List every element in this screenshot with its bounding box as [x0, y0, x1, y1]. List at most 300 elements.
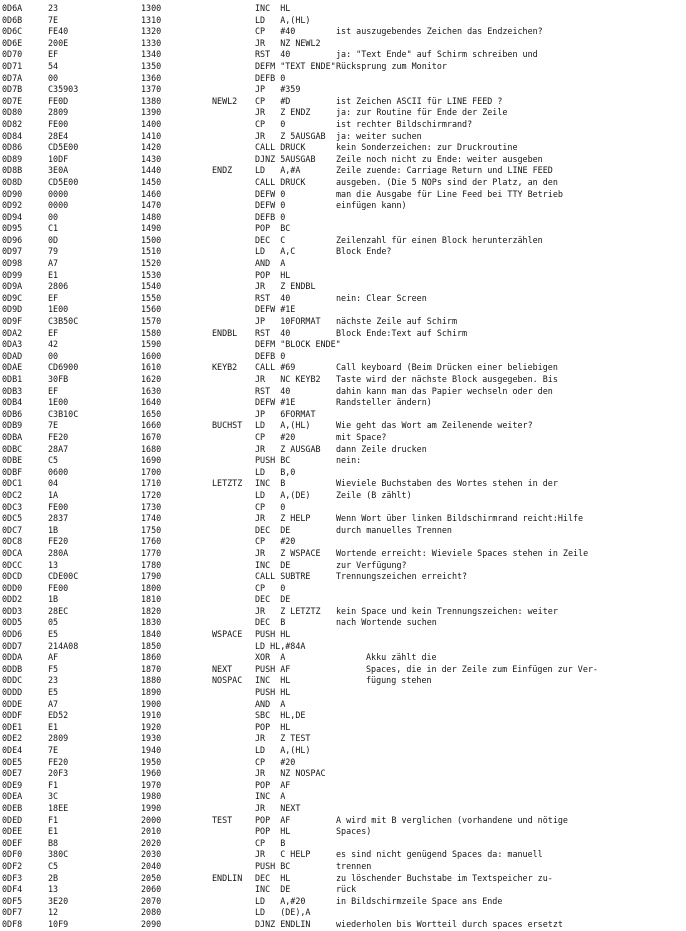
line-number-cell: 1870: [141, 663, 162, 674]
address-cell: 0DED: [2, 814, 23, 825]
opcode-cell: 280A: [48, 547, 69, 558]
label-cell: ENDZ: [212, 165, 233, 176]
comment-cell: Rücksprung zum Monitor: [336, 60, 447, 71]
opcode-cell: FE0D: [48, 95, 69, 106]
opcode-cell: 23: [48, 675, 59, 686]
opcode-cell: 2809: [48, 107, 69, 118]
comment-cell: Wieviele Buchstaben des Wortes stehen in der: [336, 478, 558, 489]
instruction-cell: INC HL: [255, 3, 291, 13]
instruction-cell: JR Z ENDBL: [255, 281, 316, 292]
address-cell: 0DF3: [2, 872, 23, 883]
instruction-cell: XOR A: [255, 652, 286, 663]
listing-row: [0, 733, 686, 745]
opcode-cell: E1: [48, 269, 59, 280]
listing-row: [0, 165, 686, 177]
opcode-cell: B8: [48, 837, 59, 848]
opcode-cell: 0600: [48, 466, 69, 477]
listing-row: [0, 710, 686, 722]
address-cell: 0D6C: [2, 26, 23, 37]
opcode-cell: FE20: [48, 536, 69, 547]
instruction-cell: PUSH HL: [255, 687, 291, 698]
line-number-cell: 1350: [141, 60, 162, 71]
comment-cell: Wie geht das Wort am Zeilenende weiter?: [336, 420, 533, 431]
opcode-cell: 0D: [48, 234, 59, 245]
comment-cell: rück: [336, 884, 357, 895]
assembler-listing: [0, 3, 686, 931]
comment-cell: ist Zeichen ASCII für LINE FEED ?: [336, 95, 503, 106]
address-cell: 0DF7: [2, 907, 23, 918]
line-number-cell: 1850: [141, 640, 162, 651]
instruction-cell: DEFM "BLOCK ENDE": [255, 339, 341, 350]
address-cell: 0DDF: [2, 710, 23, 721]
comment-cell: kein Space und kein Trennungszeichen: weiter: [336, 605, 558, 616]
line-number-cell: 1880: [141, 675, 162, 686]
opcode-cell: 2B: [48, 872, 59, 883]
address-cell: 0D7E: [2, 95, 23, 106]
instruction-cell: LD A,(HL): [255, 420, 311, 431]
instruction-cell: INC A: [255, 791, 286, 802]
address-cell: 0DBF: [2, 466, 23, 477]
instruction-cell: DEC C: [255, 234, 286, 245]
instruction-cell: DEC HL: [255, 872, 291, 883]
opcode-cell: C3B10C: [48, 408, 79, 419]
comment-cell: kein Sonderzeichen: zur Druckroutine: [336, 142, 518, 153]
listing-row: [0, 490, 686, 502]
line-number-cell: 1840: [141, 629, 162, 640]
line-number-cell: 1360: [141, 72, 162, 83]
listing-row: [0, 583, 686, 595]
listing-row: [0, 919, 686, 931]
comment-cell: Spaces): [336, 826, 372, 837]
line-number-cell: 1620: [141, 374, 162, 384]
comment-cell: Call keyboard (Beim Drücken einer beliebigen: [336, 362, 558, 373]
instruction-cell: CALL DRUCK: [255, 142, 306, 153]
line-number-cell: 1780: [141, 559, 162, 570]
opcode-cell: CD5E00: [48, 176, 79, 187]
opcode-cell: AF: [48, 652, 59, 663]
line-number-cell: 1910: [141, 710, 162, 721]
line-number-cell: 1430: [141, 153, 162, 164]
opcode-cell: EF: [48, 49, 59, 60]
instruction-cell: LD HL,#84A: [255, 640, 306, 651]
line-number-cell: 1560: [141, 304, 162, 315]
line-number-cell: 1990: [141, 802, 162, 813]
instruction-cell: LD A,(HL): [255, 14, 311, 25]
listing-row: [0, 664, 686, 676]
instruction-cell: JR NEXT: [255, 802, 301, 813]
comment-cell: Trennungszeichen erreicht?: [336, 571, 468, 582]
listing-row: [0, 26, 686, 38]
comment-cell: durch manuelles Trennen: [336, 524, 452, 535]
listing-row: [0, 189, 686, 201]
address-cell: 0DA3: [2, 339, 23, 350]
opcode-cell: 00: [48, 211, 59, 222]
comment-cell: A wird mit B verglichen (vorhandene und nötige: [336, 814, 568, 825]
line-number-cell: 1490: [141, 223, 162, 234]
opcode-cell: 2837: [48, 513, 69, 524]
instruction-cell: CP #20: [255, 536, 296, 547]
listing-row: [0, 641, 686, 653]
line-number-cell: 1930: [141, 733, 162, 744]
instruction-cell: CP #20: [255, 756, 296, 767]
address-cell: 0D9A: [2, 281, 23, 292]
comment-cell: nächste Zeile auf Schirm: [336, 316, 458, 327]
address-cell: 0DBA: [2, 431, 23, 442]
line-number-cell: 1470: [141, 200, 162, 211]
listing-row: [0, 386, 686, 398]
address-cell: 0DD5: [2, 617, 23, 628]
line-number-cell: 1460: [141, 188, 162, 199]
address-cell: 0DAD: [2, 350, 23, 361]
listing-row: [0, 467, 686, 479]
opcode-cell: 28A7: [48, 443, 69, 454]
line-number-cell: 1410: [141, 130, 162, 141]
address-cell: 0DD2: [2, 594, 23, 605]
instruction-cell: CP 0: [255, 501, 286, 512]
address-cell: 0DD7: [2, 640, 23, 651]
line-number-cell: 1670: [141, 431, 162, 442]
instruction-cell: INC B: [255, 478, 286, 489]
listing-row: [0, 699, 686, 711]
instruction-cell: DEFW 0: [255, 188, 286, 199]
opcode-cell: 2806: [48, 281, 69, 292]
opcode-cell: FE20: [48, 431, 69, 442]
listing-row: [0, 478, 686, 490]
comment-cell: Zeilenzahl für einen Block herunterzählen: [336, 234, 543, 245]
label-cell: BUCHST: [212, 420, 243, 431]
listing-row: [0, 212, 686, 224]
listing-row: [0, 119, 686, 131]
listing-row: [0, 339, 686, 351]
listing-row: [0, 548, 686, 560]
address-cell: 0DC3: [2, 501, 23, 512]
instruction-cell: DEC DE: [255, 594, 291, 605]
instruction-cell: LD A,(DE): [255, 489, 311, 500]
address-cell: 0D90: [2, 188, 23, 199]
opcode-cell: 28EC: [48, 605, 69, 616]
listing-row: [0, 745, 686, 757]
instruction-cell: JR Z AUSGAB: [255, 443, 321, 454]
line-number-cell: 2040: [141, 860, 162, 871]
opcode-cell: A7: [48, 698, 59, 709]
line-number-cell: 2090: [141, 918, 162, 929]
address-cell: 0DD6: [2, 629, 23, 640]
comment-cell: ist auszugebendes Zeichen das Endzeichen?: [336, 26, 543, 37]
line-number-cell: 1690: [141, 455, 162, 466]
listing-row: [0, 502, 686, 514]
opcode-cell: 79: [48, 246, 59, 257]
line-number-cell: 1740: [141, 513, 162, 524]
opcode-cell: 3C: [48, 791, 59, 802]
comment-cell: Randsteller ändern): [336, 397, 432, 408]
opcode-cell: 3E20: [48, 895, 69, 906]
opcode-cell: 30FB: [48, 374, 69, 384]
comment-cell: Taste wird der nächste Block ausgegeben. Bis: [336, 374, 558, 384]
listing-row: [0, 142, 686, 154]
opcode-cell: 18EE: [48, 802, 69, 813]
instruction-cell: JP #359: [255, 84, 301, 95]
address-cell: 0DE2: [2, 733, 23, 744]
line-number-cell: 1320: [141, 26, 162, 37]
address-cell: 0DF5: [2, 895, 23, 906]
line-number-cell: 2080: [141, 907, 162, 918]
line-number-cell: 1960: [141, 768, 162, 779]
line-number-cell: 1830: [141, 617, 162, 628]
listing-row: [0, 560, 686, 572]
opcode-cell: C35903: [48, 84, 79, 95]
instruction-cell: POP HL: [255, 826, 291, 837]
line-number-cell: 2050: [141, 872, 162, 883]
listing-row: [0, 3, 686, 15]
comment-cell: ausgeben. (Die 5 NOPs sind der Platz, an den: [336, 176, 558, 187]
opcode-cell: 7E: [48, 745, 59, 755]
listing-row: [0, 907, 686, 919]
address-cell: 0DD0: [2, 582, 23, 593]
line-number-cell: 1720: [141, 489, 162, 500]
address-cell: 0DE4: [2, 745, 23, 755]
listing-row: [0, 722, 686, 734]
opcode-cell: F1: [48, 779, 59, 790]
label-cell: NEXT: [212, 663, 233, 674]
address-cell: 0D70: [2, 49, 23, 60]
line-number-cell: 1630: [141, 385, 162, 396]
address-cell: 0DDA: [2, 652, 23, 663]
address-cell: 0D7B: [2, 84, 23, 95]
opcode-cell: C5: [48, 455, 59, 466]
address-cell: 0DF8: [2, 918, 23, 929]
opcode-cell: FE00: [48, 118, 69, 129]
line-number-cell: 1340: [141, 49, 162, 60]
opcode-cell: 1E00: [48, 304, 69, 315]
listing-row: [0, 884, 686, 896]
instruction-cell: JR C HELP: [255, 849, 311, 860]
instruction-cell: RST 40: [255, 292, 291, 303]
instruction-cell: DEFB 0: [255, 211, 286, 222]
label-cell: ENDLIN: [212, 872, 243, 883]
opcode-cell: 28E4: [48, 130, 69, 141]
listing-row: [0, 849, 686, 861]
instruction-cell: JR NZ NOSPAC: [255, 768, 326, 779]
opcode-cell: 380C: [48, 849, 69, 860]
listing-row: [0, 791, 686, 803]
opcode-cell: C5: [48, 860, 59, 871]
listing-row: [0, 15, 686, 27]
listing-row: [0, 96, 686, 108]
label-cell: WSPACE: [212, 629, 243, 640]
comment-cell: es sind nicht genügend Spaces da: manuell: [336, 849, 543, 860]
listing-row: [0, 351, 686, 363]
address-cell: 0DE9: [2, 779, 23, 790]
line-number-cell: 1610: [141, 362, 162, 373]
listing-row: [0, 594, 686, 606]
instruction-cell: JR Z HELP: [255, 513, 311, 524]
line-number-cell: 2030: [141, 849, 162, 860]
instruction-cell: LD A,#A: [255, 165, 301, 176]
listing-row: [0, 803, 686, 815]
instruction-cell: CP #20: [255, 431, 296, 442]
opcode-cell: 10F9: [48, 918, 69, 929]
listing-row: [0, 177, 686, 189]
address-cell: 0DEA: [2, 791, 23, 802]
line-number-cell: 1550: [141, 292, 162, 303]
opcode-cell: CDE00C: [48, 571, 79, 582]
line-number-cell: 1820: [141, 605, 162, 616]
line-number-cell: 1790: [141, 571, 162, 582]
instruction-cell: LD A,C: [255, 246, 296, 257]
listing-row: [0, 606, 686, 618]
address-cell: 0DCC: [2, 559, 23, 570]
opcode-cell: 54: [48, 60, 59, 71]
listing-row: [0, 652, 686, 664]
line-number-cell: 1440: [141, 165, 162, 176]
address-cell: 0DB1: [2, 374, 23, 384]
comment-cell: zur Verfügung?: [336, 559, 407, 570]
line-number-cell: 1900: [141, 698, 162, 709]
address-cell: 0D6B: [2, 14, 23, 25]
listing-row: [0, 675, 686, 687]
line-number-cell: 1480: [141, 211, 162, 222]
opcode-cell: 3E0A: [48, 165, 69, 176]
address-cell: 0DDB: [2, 663, 23, 674]
listing-row: [0, 873, 686, 885]
line-number-cell: 1710: [141, 478, 162, 489]
listing-row: [0, 328, 686, 340]
line-number-cell: 1510: [141, 246, 162, 257]
address-cell: 0DAE: [2, 362, 23, 373]
comment-cell: nein:: [336, 455, 362, 466]
comment-cell: ja: "Text Ende" auf Schirm schreiben und: [336, 49, 538, 60]
address-cell: 0D82: [2, 118, 23, 129]
instruction-cell: DEFW #1E: [255, 304, 296, 315]
opcode-cell: C1: [48, 223, 59, 234]
instruction-cell: LD A,#20: [255, 895, 306, 906]
line-number-cell: 1770: [141, 547, 162, 558]
address-cell: 0D94: [2, 211, 23, 222]
opcode-cell: E1: [48, 721, 59, 732]
instruction-cell: JR NC KEYB2: [255, 374, 321, 384]
line-number-cell: 1890: [141, 687, 162, 698]
instruction-cell: PUSH HL: [255, 629, 291, 640]
opcode-cell: 200E: [48, 37, 69, 48]
instruction-cell: POP BC: [255, 223, 291, 234]
address-cell: 0D95: [2, 223, 23, 234]
instruction-cell: POP AF: [255, 814, 291, 825]
line-number-cell: 1800: [141, 582, 162, 593]
listing-row: [0, 84, 686, 96]
line-number-cell: 1450: [141, 176, 162, 187]
instruction-cell: CP B: [255, 837, 286, 848]
line-number-cell: 1940: [141, 745, 162, 755]
opcode-cell: 00: [48, 72, 59, 83]
address-cell: 0DEE: [2, 826, 23, 837]
comment-cell: Block Ende:Text auf Schirm: [336, 327, 468, 338]
opcode-cell: 10DF: [48, 153, 69, 164]
address-cell: 0D80: [2, 107, 23, 118]
opcode-cell: 12: [48, 907, 59, 918]
listing-row: [0, 896, 686, 908]
address-cell: 0D8D: [2, 176, 23, 187]
opcode-cell: FE20: [48, 756, 69, 767]
instruction-cell: JR Z WSPACE: [255, 547, 321, 558]
instruction-cell: DEC B: [255, 617, 286, 628]
opcode-cell: ED52: [48, 710, 69, 721]
opcode-cell: E1: [48, 826, 59, 837]
instruction-cell: CP #40: [255, 26, 296, 37]
listing-row: [0, 73, 686, 85]
label-cell: NEWL2: [212, 95, 238, 106]
listing-row: [0, 780, 686, 792]
comment-cell: dahin kann man das Papier wechseln oder den: [336, 385, 553, 396]
comment-cell: ja: weiter suchen: [336, 130, 422, 141]
line-number-cell: 1310: [141, 14, 162, 25]
address-cell: 0DC5: [2, 513, 23, 524]
address-cell: 0DF0: [2, 849, 23, 860]
instruction-cell: DEC DE: [255, 524, 291, 535]
line-number-cell: 1540: [141, 281, 162, 292]
listing-row: [0, 861, 686, 873]
line-number-cell: 1970: [141, 779, 162, 790]
line-number-cell: 1660: [141, 420, 162, 431]
listing-row: [0, 420, 686, 432]
line-number-cell: 1860: [141, 652, 162, 663]
address-cell: 0D7A: [2, 72, 23, 83]
instruction-cell: DEFW 0: [255, 200, 286, 211]
listing-row: [0, 235, 686, 247]
listing-row: [0, 223, 686, 235]
address-cell: 0D8B: [2, 165, 23, 176]
opcode-cell: F1: [48, 814, 59, 825]
instruction-cell: LD (DE),A: [255, 907, 311, 918]
address-cell: 0D71: [2, 60, 23, 71]
line-number-cell: 1650: [141, 408, 162, 419]
address-cell: 0DF4: [2, 884, 23, 895]
instruction-cell: LD B,0: [255, 466, 296, 477]
opcode-cell: 00: [48, 350, 59, 361]
line-number-cell: 1950: [141, 756, 162, 767]
listing-row: [0, 629, 686, 641]
listing-row: [0, 525, 686, 537]
listing-row: [0, 617, 686, 629]
address-cell: 0D6E: [2, 37, 23, 48]
instruction-cell: JP 6FORMAT: [255, 408, 316, 419]
address-cell: 0DC2: [2, 489, 23, 500]
instruction-cell: INC HL: [255, 675, 291, 686]
comment-cell: Spaces, die in der Zeile zum Einfügen zur Ver-: [366, 663, 598, 674]
address-cell: 0DC7: [2, 524, 23, 535]
address-cell: 0D96: [2, 234, 23, 245]
comment-cell: nein: Clear Screen: [336, 292, 427, 303]
address-cell: 0DBE: [2, 455, 23, 466]
listing-row: [0, 304, 686, 316]
opcode-cell: C3B50C: [48, 316, 79, 327]
line-number-cell: 1300: [141, 3, 162, 13]
address-cell: 0DDD: [2, 687, 23, 698]
listing-row: [0, 38, 686, 50]
listing-row: [0, 455, 686, 467]
listing-row: [0, 815, 686, 827]
instruction-cell: CALL SUBTRE: [255, 571, 311, 582]
opcode-cell: 0000: [48, 188, 69, 199]
instruction-cell: CP 0: [255, 118, 286, 129]
instruction-cell: RST 40: [255, 385, 291, 396]
instruction-cell: PUSH AF: [255, 663, 291, 674]
line-number-cell: 1920: [141, 721, 162, 732]
line-number-cell: 1810: [141, 594, 162, 605]
instruction-cell: JR Z 5AUSGAB: [255, 130, 326, 141]
listing-row: [0, 61, 686, 73]
opcode-cell: E5: [48, 687, 59, 698]
opcode-cell: 7E: [48, 420, 59, 431]
